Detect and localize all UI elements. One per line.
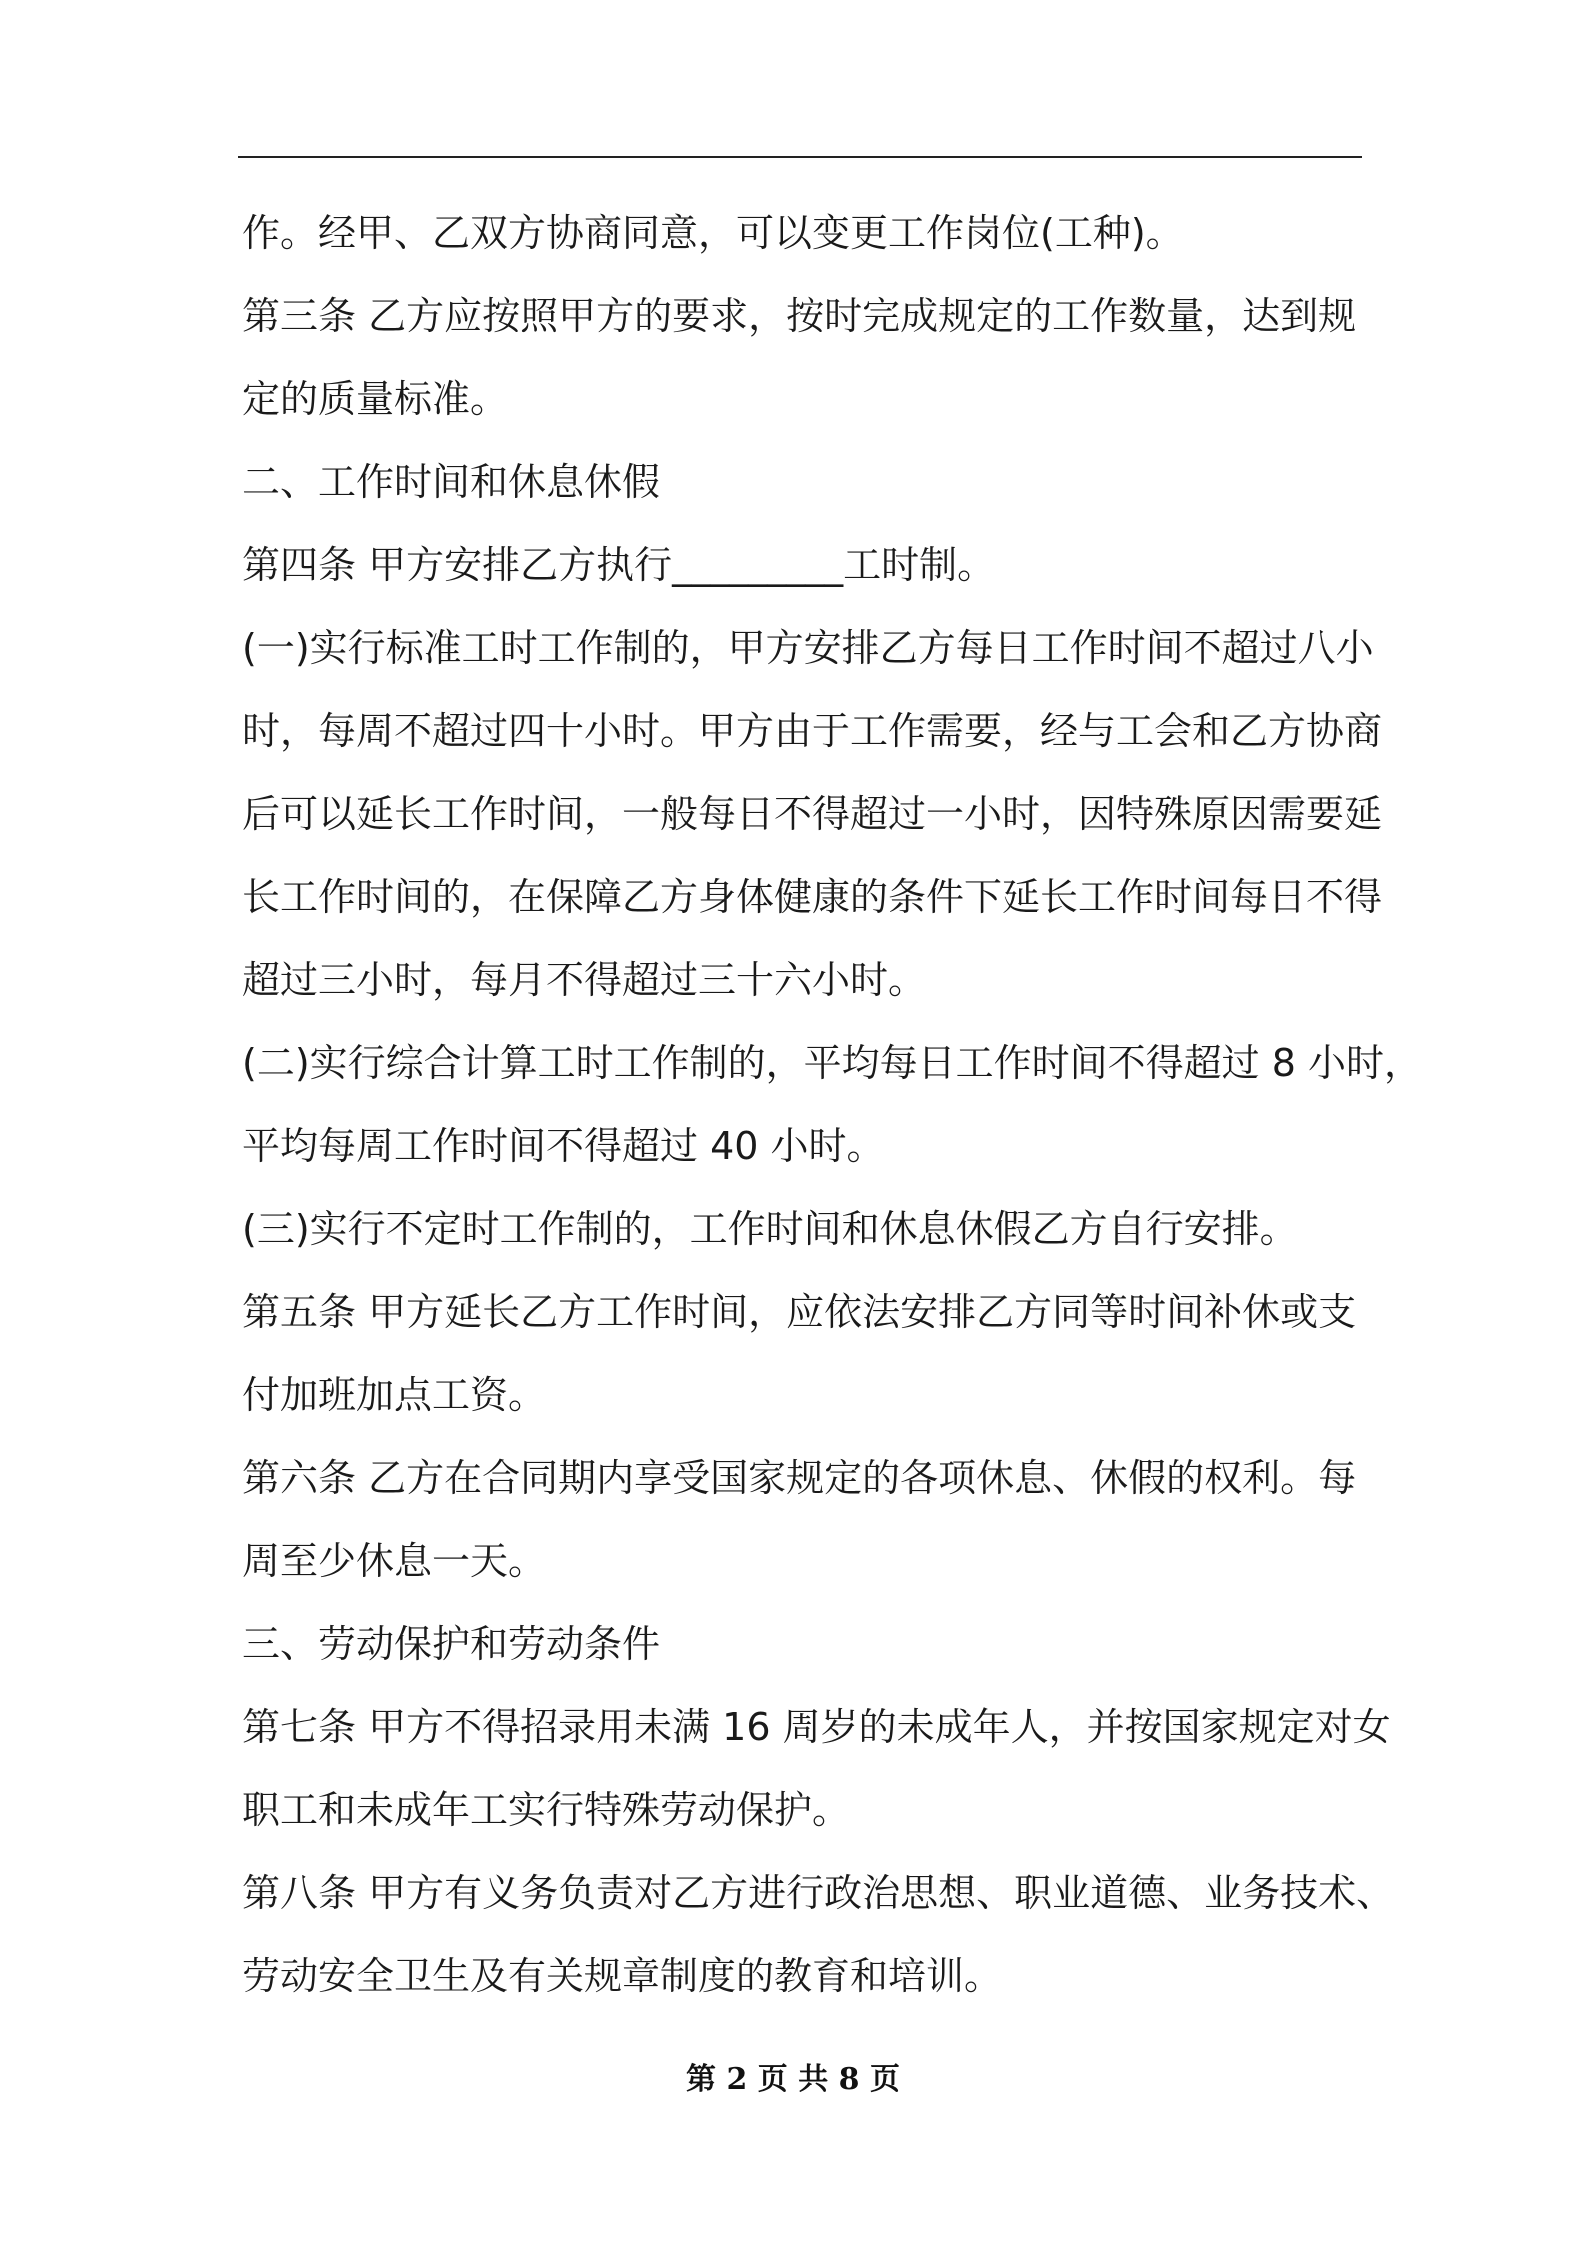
- document-body: [242, 192, 1422, 2018]
- text-line: 定的质量标准。: [242, 377, 509, 421]
- header-rule: [238, 156, 1362, 158]
- text-line: 第六条 乙方在合同期内享受国家规定的各项休息、休假的权利。每: [242, 1456, 1357, 1500]
- text-line: 周至少休息一天。: [242, 1539, 547, 1583]
- text-line: 第四条 甲方安排乙方执行_________工时制。: [242, 543, 996, 587]
- text-line: 平均每周工作时间不得超过 40 小时。: [242, 1124, 885, 1168]
- text-line: 第三条 乙方应按照甲方的要求，按时完成规定的工作数量，达到规: [242, 294, 1357, 338]
- text-line: 超过三小时，每月不得超过三十六小时。: [242, 958, 927, 1002]
- text-line: 后可以延长工作时间，一般每日不得超过一小时，因特殊原因需要延: [242, 792, 1383, 836]
- text-line: (二)实行综合计算工时工作制的，平均每日工作时间不得超过 8 小时，: [242, 1041, 1422, 1085]
- text-line: 第八条 甲方有义务负责对乙方进行政治思想、职业道德、业务技术、: [242, 1871, 1395, 1915]
- text-line: (三)实行不定时工作制的，工作时间和休息休假乙方自行安排。: [242, 1207, 1298, 1251]
- section-heading: 二、工作时间和休息休假: [242, 460, 661, 504]
- text-line: 劳动安全卫生及有关规章制度的教育和培训。: [242, 1954, 1003, 1998]
- text-line: 职工和未成年工实行特殊劳动保护。: [242, 1788, 851, 1832]
- text-line: 第七条 甲方不得招录用未满 16 周岁的未成年人，并按国家规定对女: [242, 1705, 1391, 1749]
- text-line: 付加班加点工资。: [242, 1373, 547, 1417]
- section-heading: 三、劳动保护和劳动条件: [242, 1622, 661, 1666]
- text-line: 作。经甲、乙双方协商同意，可以变更工作岗位(工种)。: [242, 211, 1184, 255]
- text-line: 第五条 甲方延长乙方工作时间，应依法安排乙方同等时间补休或支: [242, 1290, 1357, 1334]
- text-line: (一)实行标准工时工作制的，甲方安排乙方每日工作时间不超过八小: [242, 626, 1374, 670]
- page-number-footer: 第 2 页 共 8 页: [686, 2062, 900, 2097]
- text-line: 时，每周不超过四十小时。甲方由于工作需要，经与工会和乙方协商: [242, 709, 1383, 753]
- text-line: 长工作时间的，在保障乙方身体健康的条件下延长工作时间每日不得: [242, 875, 1383, 919]
